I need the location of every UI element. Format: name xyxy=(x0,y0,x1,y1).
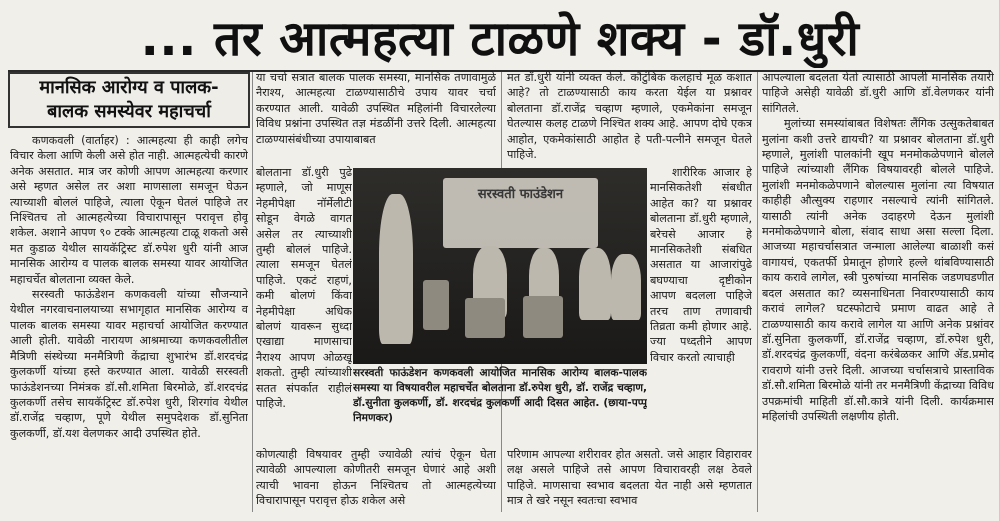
column-2-bottom xyxy=(256,447,496,515)
chair xyxy=(465,298,505,338)
column-3-narrow xyxy=(650,165,752,447)
article-paragraph: सरस्वती फाऊंडेशन कणकवली यांच्या सौजन्याने येथील नगरवाचनालयाच्या सभागृहात मानसिक आरोग्य व पालक बालक समस्या यावर महाचर्चा आयोजित करण्यात आली होती. यावेळी नारायण आश्रमाच्या कणकवलीतील मैत्रिणी संस्थेच्या मनमैत्रिणी केंद्राचा शुभारंभ डॉ.शरदचंद्र कुलकर्णी यांच्या हस्ते करण्यात आला. यावेळी सरस्वती फाऊंडेशनच्या निमंत्रक डॉ.सौ.शमिता बिरमोळे, डॉ.शरदचंद्र कुलकर्णी तसेच सायकॅट्रिस्ट डॉ.रुपेश धुरी, शिरगांव येथील डॉ.राजेंद्र चव्हाण, पूणे येथील समुपदेशक डॉ.सुनिता कुलकर्णी, डॉ.यश वेलणकर आदी उपस्थित होते. xyxy=(10,288,248,440)
article-paragraph: बोलताना डॉ.धुरी पुढे म्हणाले, जो माणूस नेहमीपेक्षा नॉर्मेलीटी सोडून वेगळे वागत असेल तर त्याच्याशी तुम्ही बोललं पाहिजे. त्याला समजून घेतलं पाहिजे. एकटं राहणं, कमी बोलणं किंवा नेहमीपेक्षा अधिक बोलणं यावरून सुध्दा एखाद्या माणसाचा नैराश्य आपण ओळखू शकतो. तुम्ही त्यांच्याशी सतत संपर्कात राहीलं पाहिजे. xyxy=(256,166,352,411)
seated-figure xyxy=(579,248,611,320)
column-divider xyxy=(252,72,253,512)
subhead-line-2: बालक समस्येवर महाचर्चा xyxy=(47,101,211,122)
subhead-box xyxy=(8,72,250,128)
article-paragraph: परिणाम आपल्या शरीरावर होत असतो. जसे आहार विहारावर लक्ष असले पाहिजे तसे आपण विचारावरही लक्ष ठेवले पाहिजे. माणसाचा स्वभाव बदलता येत नाही असे म्हणतात मात्र ते खरे नसून स्वतःचा स्वभाव xyxy=(507,448,752,508)
seated-figure xyxy=(611,254,641,320)
column-2-top xyxy=(256,70,496,165)
chair xyxy=(523,296,563,338)
column-3-bottom xyxy=(507,447,752,515)
article-paragraph: या चर्चा सत्रात बालक पालक समस्या, मानसिक तणावामुळे नैराश्य, आत्महत्या टाळण्यासाठीचे उपाय यावर चर्चा करण्यात आली. यावेळी उपस्थित महिलांनी विचारलेल्या विविध प्रश्नांना उपस्थित तज्ञ मंडळींनी उत्तरे दिली. आत्महत्या टाळण्यासंबंधीच्या उपायाबाबत xyxy=(256,71,496,146)
banner-text: सरस्वती फाउंडेशन xyxy=(477,187,564,202)
article-paragraph: कोणत्याही विषयावर तुम्ही ज्यावेळी त्यांचं ऐकून घेता त्यावेळी आपल्याला कोणीतरी समजून घेणारं आहे अशी त्याची भावना होऊन निश्चितच तो आत्महत्येच्या विचारापासून परावृत्त होऊ शकेल असे xyxy=(256,448,496,508)
column-1 xyxy=(10,133,248,513)
speaker-figure xyxy=(379,194,413,344)
column-3-top xyxy=(507,70,752,165)
subhead-line-1: मानसिक आरोग्य व पालक- xyxy=(39,77,219,98)
article-paragraph: शारीरिक आजार हे मानसिकतेशी संबधीत आहेत का? या प्रश्नावर बोलताना डॉ.धुरी म्हणाले, बरेचसे आजार हे मानसिकतेशी संबधित असतात या आजारांपुढे बघण्याचा दृष्टीकोन आपण बदलला पाहिजे तरच ताण तणावाची तिव्रता कमी होणार आहे. ज्या पध्दतीने आपण विचार करतो त्याचाही xyxy=(650,166,752,364)
article-paragraph: मत डॉ.धुरी यांनी व्यक्त केले. कौटुंबिक कलहाचे मूळ कशात आहे? तो टाळण्यासाठी काय करता येईल या प्रश्नावर बोलताना डॉ.राजेंद्र चव्हाण म्हणाले, एकमेकांना समजून घेतल्यास कलह टाळणे निश्चित शक्य आहे. आपण दोघे एकत्र आहोत, एकमेकांसाठी आहोत हे पती-पत्नीने समजून घेतले पाहिजे. xyxy=(507,71,752,162)
article-paragraph: मुलांच्या समस्यांबाबत विशेषतः लैंगिक उत्सुकतेबाबत मुलांना कशी उत्तरे द्यायची? या प्रश्नावर बोलताना डॉ.धुरी म्हणाले, मुलांशी पालकांनी खूप मनमोकळेपणाने बोलले पाहिजे त्यांच्याशी लैंगिक विषयावरही बोलले पाहिजे. मुलांशी मनमोकळेपणाने बोलल्यास मुलांना त्या विषयात काहीही औत्सुक्य राहणार नसल्याचे त्यांनी सांगितले. यासाठी त्यांनी अनेक उदाहरणे देऊन मुलांशी मनमोकळेपणाने बोला, संवाद साधा असा सल्ला दिला. आजच्या महाचर्चासत्रात जन्माला आलेल्या बाळाशी कसं वागायचं, एकतर्फी प्रेमातून होणारे हल्ले थांबविण्यासाठी काय करावे लागेल, स्त्री पुरुषांच्या मानसिक जडणघडणीत बदल असतात का? व्यसनाधिनता निवारण्यासाठी काय करावं लागेल? घटस्फोटाचे प्रमाण वाढत आहे ते टाळण्यासाठी काय करावे लागेल या आणि अनेक प्रश्नांवर डॉ.सुनिता कुलकर्णी, डॉ.राजेंद्र चव्हाण, डॉ.रुपेश धुरी, डॉ.शरदचंद्र कुलकर्णी, वंदना करंबेळकर आणि ॲड.प्रमोद रावराणे यांनी उत्तरे दिली. आजच्या चर्चासत्राचे प्रास्ताविक डॉ.सौ.शमिता बिरमोळे यांनी तर मनमैत्रिणी केंद्राच्या विविध उपक्रमांची माहिती डॉ.सौ.कात्रे यांनी दिली. कार्यक्रमास महिलांची उपस्थिती लक्षणीय होती. xyxy=(762,117,994,423)
stage-banner xyxy=(443,178,598,248)
article-paragraph: आपल्याला बदलता येतो त्यासाठी आपली मानसिक तयारी पाहिजे असेही यावेळी डॉ.धुरी आणि डॉ.वेलणकर यांनी सांगितले. xyxy=(762,71,994,115)
column-4 xyxy=(762,70,994,515)
article-paragraph: कणकवली (वार्ताहर) : आत्महत्या ही काही लगेच विचार केला आणि केली असे होत नाही. आत्महत्येची कारणे अनेक असतात. मात्र जर कोणी आपण आत्महत्या करणार असे म्हणत असेल तर अशा माणसाला समजून घेऊन त्याच्याशी बोललं पाहिजे, त्याला ऐकून घेतलं पाहिजे तर निश्चितच तो आत्महत्येच्या विचारापासून परावृत्त होवू शकेल. अशाने आपण ९० टक्के आत्महत्या टाळू शकतो असे मत कुडाळ येथील सायकॅट्रिस्ट डॉ.रुपेश धुरी यांनी आज मानसिक आरोग्य व पालक बालक समस्या यावर आयोजित महाचर्चेत बोलताना व्यक्त केले. xyxy=(10,134,248,286)
column-2-narrow xyxy=(256,165,352,447)
event-photo xyxy=(353,168,647,364)
photo-caption: सरस्वती फाऊंडेशन कणकवली आयोजित मानसिक आरोग्य बालक-पालक समस्या या विषयावरील महाचर्चेत बोलताना डॉ.रुपेश धुरी, डॉ. राजेंद्र चव्हाण, डॉ.सुनीता कुलकर्णी, डॉ. शरदचंद्र कुलकर्णी आदी दिसत आहेत. (छाया-पप्पू निमणकर) xyxy=(353,367,647,424)
headline: ... तर आत्महत्या टाळणे शक्य - डॉ.धुरी xyxy=(140,10,860,67)
column-divider xyxy=(757,72,758,512)
chair xyxy=(423,280,449,330)
